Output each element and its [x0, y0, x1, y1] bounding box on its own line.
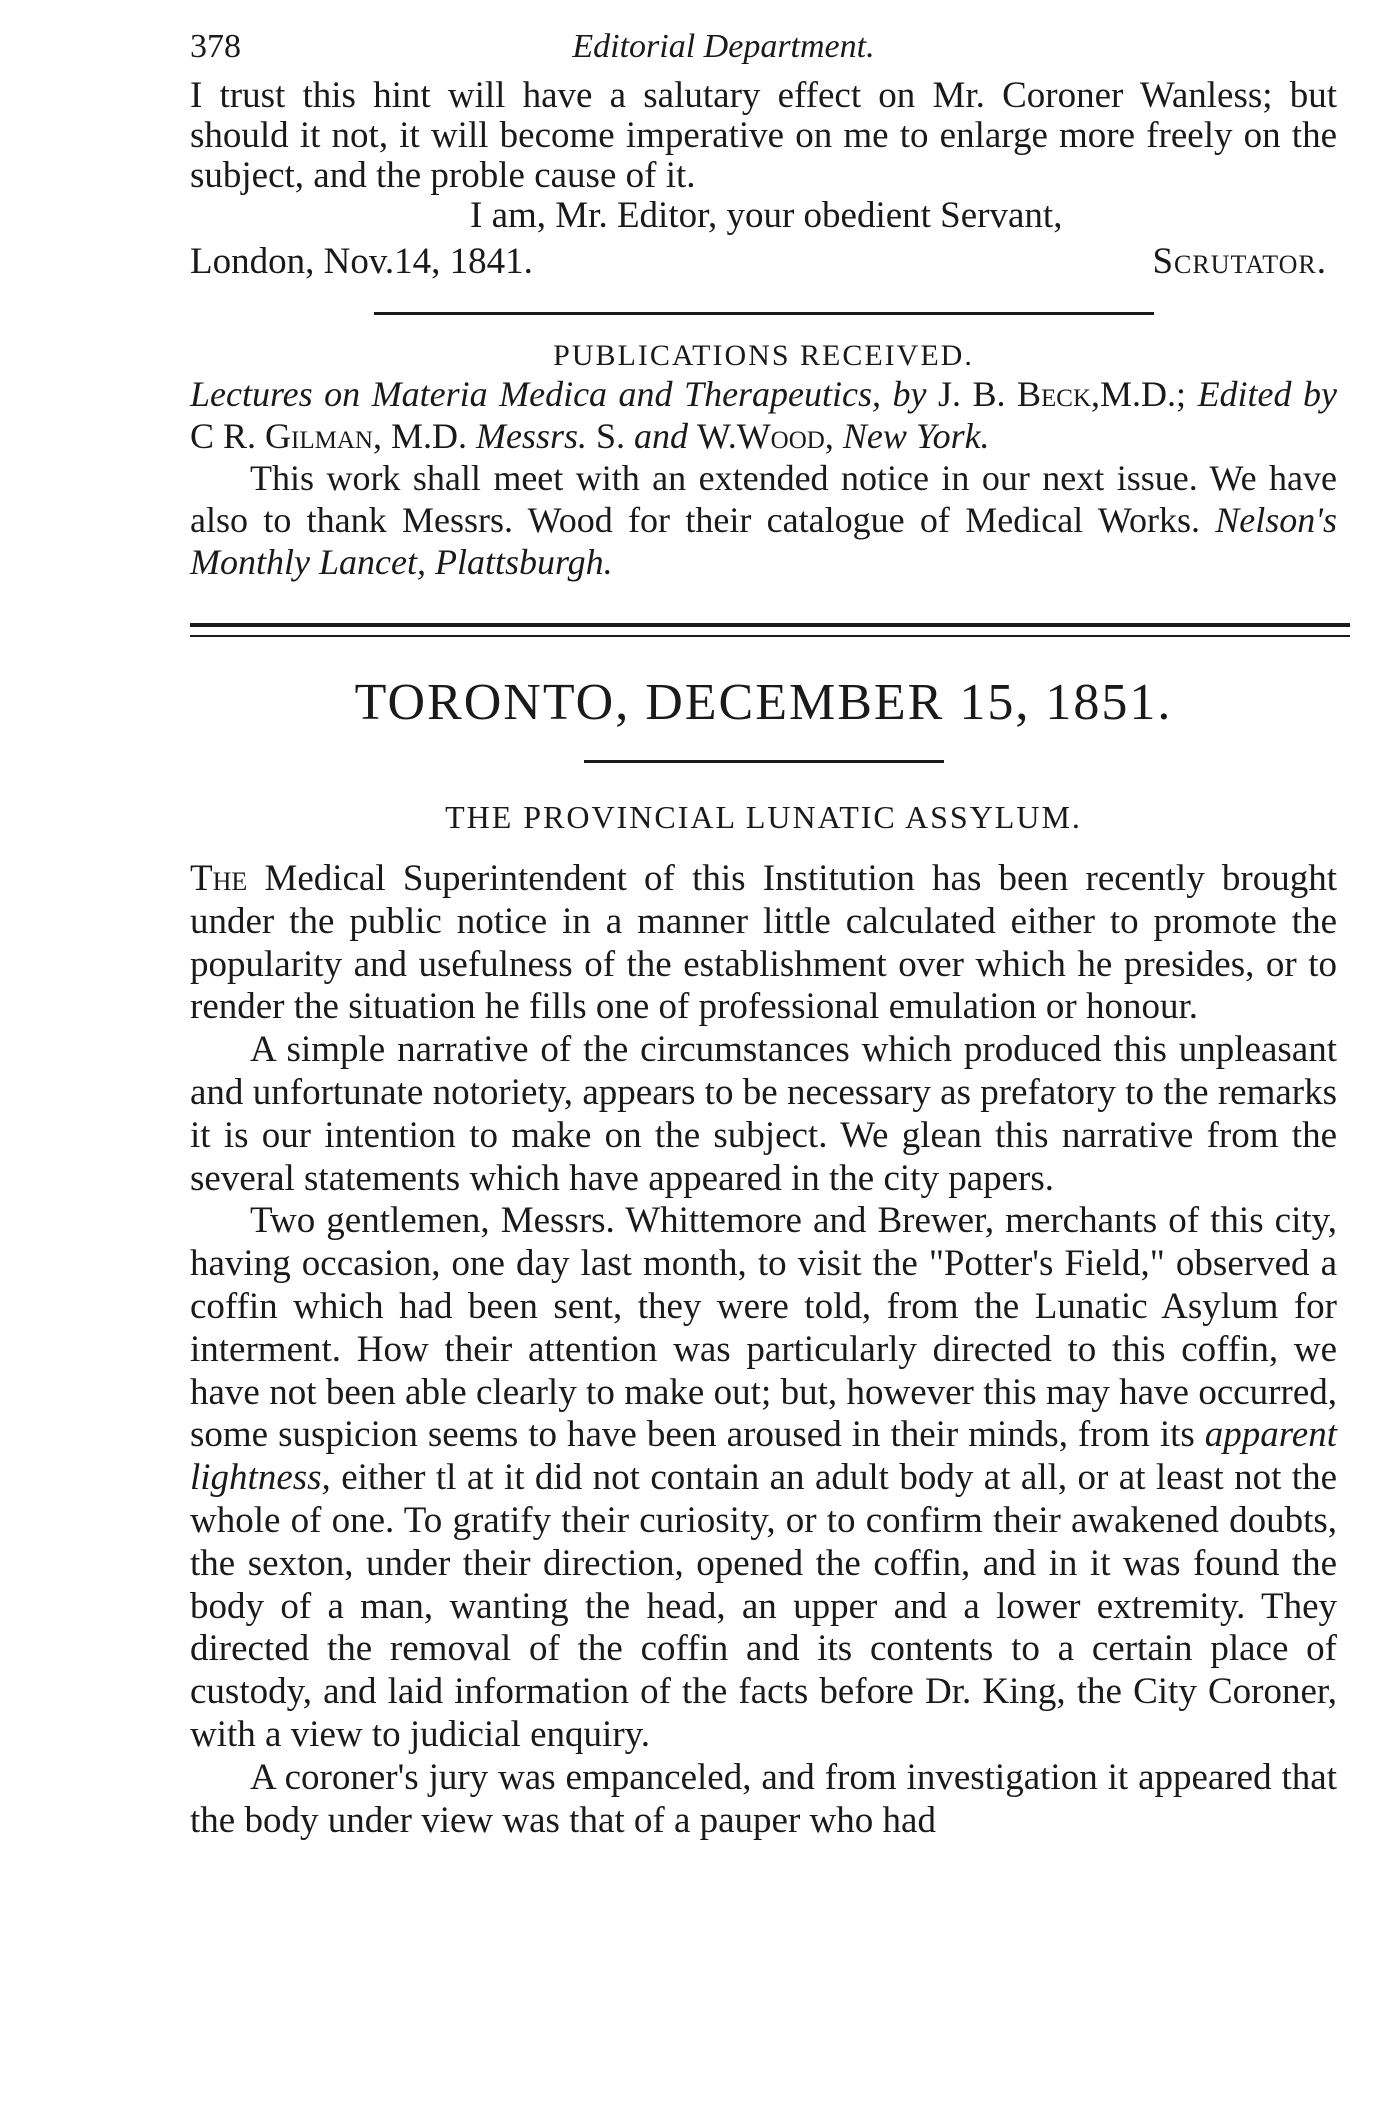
double-divider — [190, 623, 1350, 637]
publication-note-text: This work shall meet with an extended notice in our next issue. We have also to thank Messrs. Wood for their catalogue of Medical Works. — [190, 458, 1337, 540]
publication-title: Lectures on Materia Medica and Therapeutics, — [190, 374, 882, 414]
article-paragraph — [190, 1200, 1337, 1756]
article-paragraph-1-text: Medical Superintendent of this Institution has been recently brought under the public notice in a manner little calculated either to promote the popularity and usefulness of the establishment over which he presides, or to render the situation he fills one of professional emulation or honour. — [190, 858, 1337, 1028]
letter-section — [190, 76, 1337, 282]
page-number: 378 — [190, 28, 241, 65]
publication-note — [190, 457, 1337, 583]
publication-publisher: S. — [595, 416, 626, 456]
publication-city: New York. — [842, 416, 990, 456]
publications-heading: PUBLICATIONS RECEIVED. — [553, 339, 974, 372]
running-head — [190, 22, 1337, 70]
article-paragraph-3a: Two gentlemen, Messrs. Whittemore and Brewer, merchants of this city, having occasion, one day last month, to visit the "Potter's Field," observed a coffin which had been sent, they were told, from the Lunatic Asylum for interment. How their attention was particularly directed to this coffin, we have not been able clearly to make out; but, however this may have occurred, some suspicion seems to have been aroused in their minds, from its — [190, 1200, 1337, 1456]
article-body — [190, 858, 1337, 1842]
letter-place-date: London, Nov.14, 1841. — [190, 241, 533, 282]
article-paragraph: A coroner's jury was empanceled, and from investigation it appeared that the body under view was that of a pauper who had — [190, 1756, 1337, 1841]
publication-and: and — [634, 416, 689, 456]
letter-signature: Scrutator. — [1152, 241, 1327, 282]
signature-row — [190, 242, 1337, 282]
article-title: THE PROVINCIAL LUNATIC ASSYLUM. — [445, 799, 1082, 835]
publication-entry — [190, 373, 1337, 457]
publication-journal: Nelson's Monthly Lancet, Plattsburgh. — [190, 500, 1337, 582]
dateline: TORONTO, DECEMBER 15, 1851. — [354, 674, 1173, 731]
publication-author: J. B. Beck,M.D.; — [938, 374, 1187, 414]
article-paragraph-3b: either tl at it did not contain an adult body at all, or at least not the whole of one. To gratify their curiosity, or to confirm their awakened doubts, the sexton, under their direction, opened the coffin, and in it was found the body of a man, wanting the head, an upper and a lower extremity. They directed the removal of the coffin and its contents to a certain place of custody, and laid information of the facts before Dr. King, the City Coroner, with a view to judicial enquiry. — [190, 1457, 1337, 1755]
running-title: Editorial Department. — [572, 28, 875, 65]
letter-closing: I am, Mr. Editor, your obedient Servant, — [470, 195, 1063, 236]
publication-edited-by: Edited by — [1197, 374, 1338, 414]
article-lead-in: The — [190, 858, 248, 899]
article-emphasis: apparent lightness, — [190, 1414, 1337, 1499]
article-paragraph: A simple narrative of the circumstances which produced this unpleasant and unfortunate notoriety, appears to be necessary as prefatory to the remarks it is our intention to make on the subject. We glean this narrative from the several statements which have appeared in the city papers. — [190, 1029, 1337, 1199]
article-paragraph — [190, 858, 1337, 1029]
section-divider — [374, 312, 1154, 315]
letter-body: I trust this hint will have a salutary effect on Mr. Coroner Wanless; but should it not, it will become imperative on me to enlarge more freely on the subject, and the proble cause of it. — [190, 75, 1337, 196]
publication-editor: C R. Gilman, M.D. — [190, 416, 467, 456]
publication-by: by — [892, 374, 927, 414]
publication-publisher-label: Messrs. — [475, 416, 587, 456]
dateline-divider — [584, 760, 944, 763]
publications-section — [190, 339, 1337, 583]
publication-publisher-2: W.Wood, — [697, 416, 834, 456]
